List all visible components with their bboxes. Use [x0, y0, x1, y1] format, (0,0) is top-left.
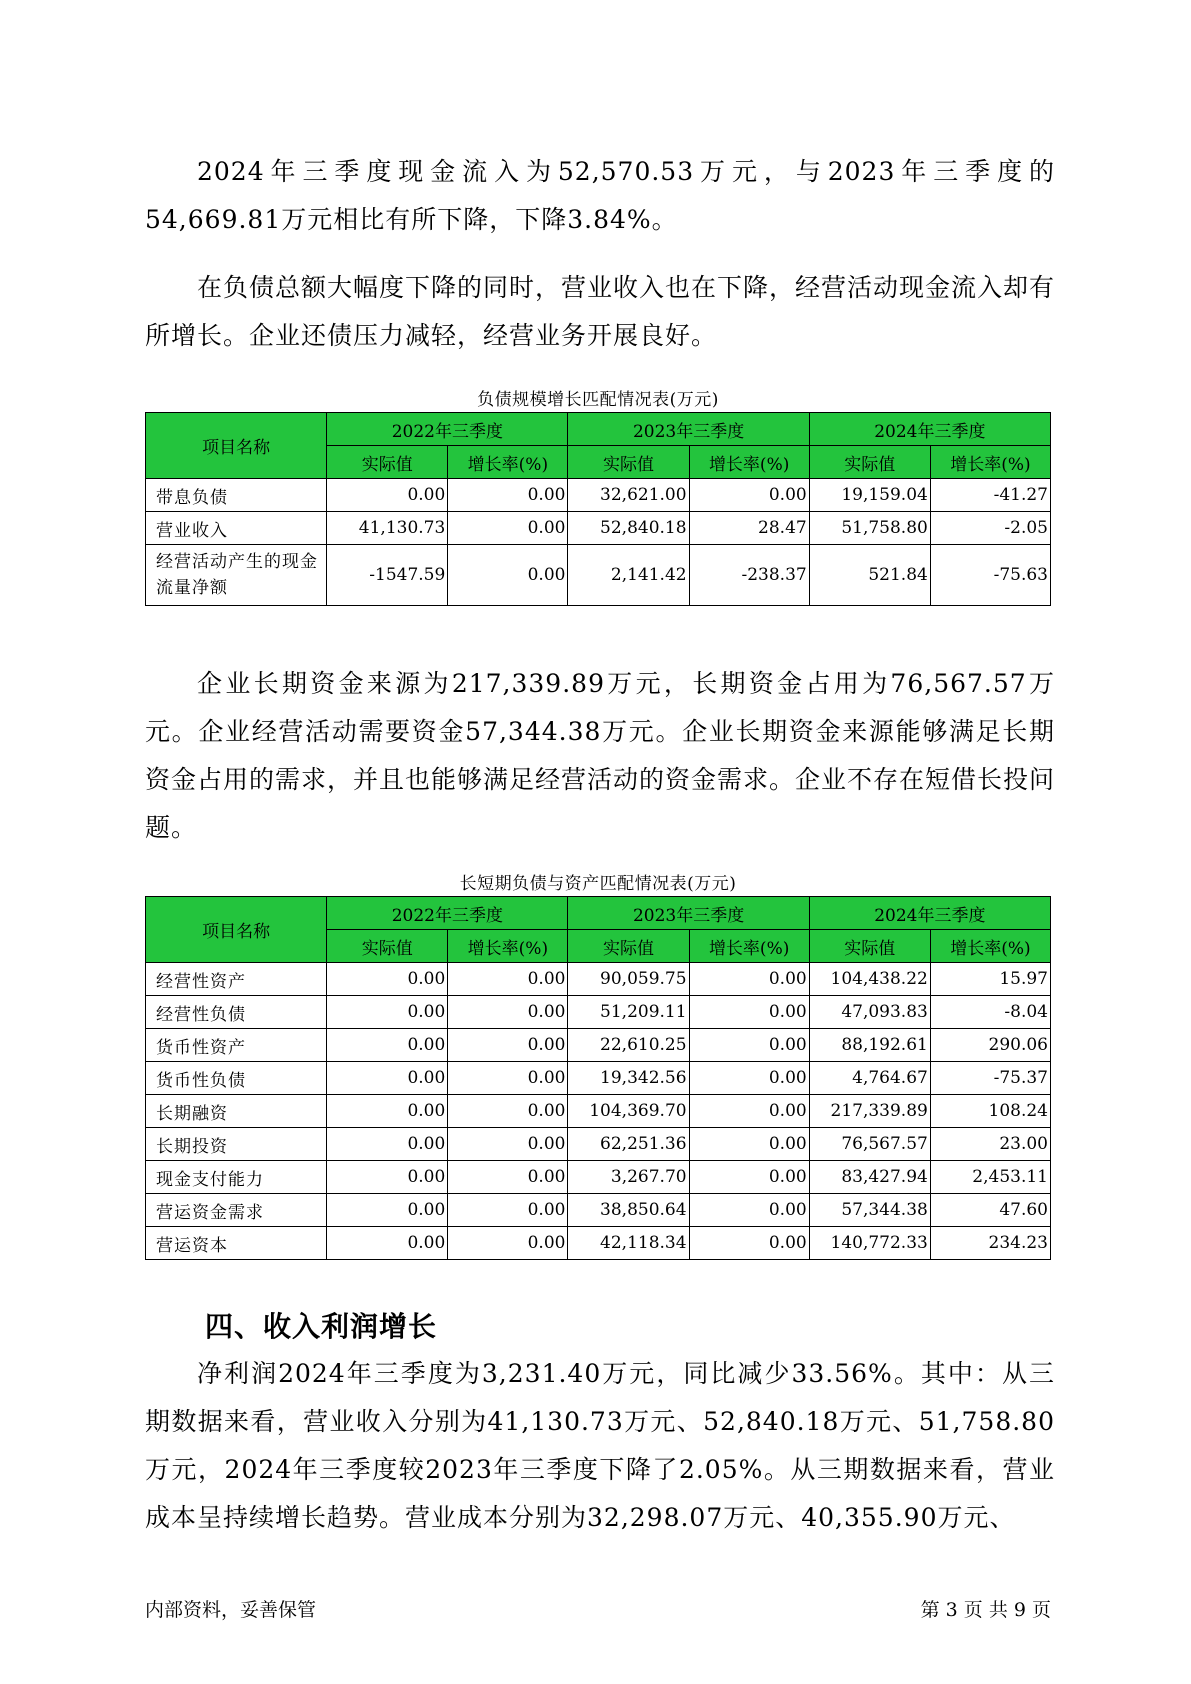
table1-body — [146, 479, 1051, 606]
table-row — [146, 1095, 1051, 1128]
asset-liability-match-table — [145, 896, 1051, 1260]
actual-value-cell: 0.00 — [327, 1095, 448, 1128]
table2-body — [146, 963, 1051, 1260]
row-label: 长期投资 — [146, 1128, 327, 1161]
actual-value-cell: 104,438.22 — [809, 963, 930, 996]
growth-rate-cell: 0.00 — [689, 1095, 809, 1128]
actual-value-cell: 2,141.42 — [568, 545, 689, 606]
header-growth: 增长率(%) — [448, 930, 568, 963]
actual-value-cell: 0.00 — [327, 479, 448, 512]
actual-value-cell: 42,118.34 — [568, 1227, 689, 1260]
growth-rate-cell: 0.00 — [689, 479, 809, 512]
header-item-name: 项目名称 — [146, 897, 327, 963]
actual-value-cell: 90,059.75 — [568, 963, 689, 996]
growth-rate-cell: 0.00 — [448, 996, 568, 1029]
table-row — [146, 963, 1051, 996]
row-label: 营运资本 — [146, 1227, 327, 1260]
row-label: 营运资金需求 — [146, 1194, 327, 1227]
paragraph-profit-growth: 净利润2024年三季度为3,231.40万元，同比减少33.56%。其中：从三期数据来看，营业收入分别为41,130.73万元、52,840.18万元、51,758.80万元，2024年三季度较2023年三季度下降了2.05%。从三期数据来看，营业成本呈持续增长趋势。营业成本分别为32,298.07万元、40,355.90万元、 — [145, 1359, 1055, 1532]
row-label: 营业收入 — [146, 512, 327, 545]
actual-value-cell: 0.00 — [327, 1227, 448, 1260]
growth-rate-cell: -238.37 — [689, 545, 809, 606]
actual-value-cell: 83,427.94 — [809, 1161, 930, 1194]
header-growth: 增长率(%) — [930, 930, 1050, 963]
actual-value-cell: 52,840.18 — [568, 512, 689, 545]
growth-rate-cell: 0.00 — [689, 1194, 809, 1227]
actual-value-cell: 62,251.36 — [568, 1128, 689, 1161]
row-label: 货币性负债 — [146, 1062, 327, 1095]
table1-caption: 负债规模增长匹配情况表(万元) — [477, 390, 719, 410]
header-growth: 增长率(%) — [448, 446, 568, 479]
actual-value-cell: -1547.59 — [327, 545, 448, 606]
row-label: 带息负债 — [146, 479, 327, 512]
growth-rate-cell: 0.00 — [689, 996, 809, 1029]
paragraph-long-term-funding: 企业长期资金来源为217,339.89万元，长期资金占用为76,567.57万元。企业经营活动需要资金57,344.38万元。企业长期资金来源能够满足长期资金占用的需求，并且也能够满足经营活动的资金需求。企业不存在短借长投问题。 — [145, 669, 1056, 842]
actual-value-cell: 140,772.33 — [809, 1227, 930, 1260]
table-row — [146, 1194, 1051, 1227]
actual-value-cell: 4,764.67 — [809, 1062, 930, 1095]
header-item-name: 项目名称 — [146, 413, 327, 479]
growth-rate-cell: 0.00 — [689, 1029, 809, 1062]
header-period-2022: 2022年三季度 — [327, 413, 568, 446]
table-row — [146, 545, 1051, 606]
growth-rate-cell: -75.63 — [930, 545, 1050, 606]
growth-rate-cell: 0.00 — [448, 963, 568, 996]
header-growth: 增长率(%) — [930, 446, 1050, 479]
actual-value-cell: 51,758.80 — [809, 512, 930, 545]
footer-page-number: 第 3 页 共 9 页 — [920, 1599, 1051, 1621]
debt-growth-table — [145, 412, 1051, 606]
table-row — [146, 1227, 1051, 1260]
table-row — [146, 1029, 1051, 1062]
row-label: 货币性资产 — [146, 1029, 327, 1062]
actual-value-cell: 0.00 — [327, 1029, 448, 1062]
table2-caption: 长短期负债与资产匹配情况表(万元) — [459, 874, 737, 894]
growth-rate-cell: 0.00 — [448, 1194, 568, 1227]
actual-value-cell: 0.00 — [327, 996, 448, 1029]
growth-rate-cell: 0.00 — [689, 1227, 809, 1260]
actual-value-cell: 51,209.11 — [568, 996, 689, 1029]
actual-value-cell: 47,093.83 — [809, 996, 930, 1029]
actual-value-cell: 0.00 — [327, 1062, 448, 1095]
growth-rate-cell: 0.00 — [448, 479, 568, 512]
growth-rate-cell: 108.24 — [930, 1095, 1050, 1128]
growth-rate-cell: 0.00 — [448, 512, 568, 545]
header-growth: 增长率(%) — [689, 930, 809, 963]
actual-value-cell: 22,610.25 — [568, 1029, 689, 1062]
actual-value-cell: 217,339.89 — [809, 1095, 930, 1128]
section-heading: 四、收入利润增长 — [205, 1310, 438, 1343]
growth-rate-cell: -41.27 — [930, 479, 1050, 512]
header-actual: 实际值 — [568, 446, 689, 479]
actual-value-cell: 104,369.70 — [568, 1095, 689, 1128]
row-label: 现金支付能力 — [146, 1161, 327, 1194]
actual-value-cell: 38,850.64 — [568, 1194, 689, 1227]
table-row — [146, 479, 1051, 512]
growth-rate-cell: 2,453.11 — [930, 1161, 1050, 1194]
row-label: 经营活动产生的现金流量净额 — [146, 545, 327, 606]
table-row — [146, 512, 1051, 545]
actual-value-cell: 0.00 — [327, 1161, 448, 1194]
actual-value-cell: 0.00 — [327, 1128, 448, 1161]
table-row — [146, 1128, 1051, 1161]
growth-rate-cell: 15.97 — [930, 963, 1050, 996]
growth-rate-cell: 234.23 — [930, 1227, 1050, 1260]
actual-value-cell: 521.84 — [809, 545, 930, 606]
header-actual: 实际值 — [568, 930, 689, 963]
growth-rate-cell: 0.00 — [689, 1062, 809, 1095]
header-actual: 实际值 — [809, 930, 930, 963]
actual-value-cell: 0.00 — [327, 1194, 448, 1227]
paragraph-debt-summary: 在负债总额大幅度下降的同时，营业收入也在下降，经营活动现金流入却有所增长。企业还债压力减轻，经营业务开展良好。 — [145, 273, 1056, 350]
row-label: 经营性负债 — [146, 996, 327, 1029]
table-row — [146, 996, 1051, 1029]
row-label: 经营性资产 — [146, 963, 327, 996]
growth-rate-cell: 47.60 — [930, 1194, 1050, 1227]
growth-rate-cell: 28.47 — [689, 512, 809, 545]
header-period-2022: 2022年三季度 — [327, 897, 568, 930]
table-row — [146, 1062, 1051, 1095]
actual-value-cell: 88,192.61 — [809, 1029, 930, 1062]
growth-rate-cell: 0.00 — [448, 1062, 568, 1095]
actual-value-cell: 0.00 — [327, 963, 448, 996]
growth-rate-cell: 23.00 — [930, 1128, 1050, 1161]
growth-rate-cell: -75.37 — [930, 1062, 1050, 1095]
growth-rate-cell: 0.00 — [448, 1227, 568, 1260]
actual-value-cell: 41,130.73 — [327, 512, 448, 545]
growth-rate-cell: -2.05 — [930, 512, 1050, 545]
actual-value-cell: 76,567.57 — [809, 1128, 930, 1161]
growth-rate-cell: 0.00 — [448, 1128, 568, 1161]
header-actual: 实际值 — [327, 930, 448, 963]
header-period-2024: 2024年三季度 — [809, 413, 1050, 446]
header-period-2024: 2024年三季度 — [809, 897, 1050, 930]
actual-value-cell: 57,344.38 — [809, 1194, 930, 1227]
paragraph-cash-inflow: 2024年三季度现金流入为52,570.53万元，与2023年三季度的54,669.81万元相比有所下降，下降3.84%。 — [145, 157, 1055, 234]
growth-rate-cell: 0.00 — [448, 545, 568, 606]
growth-rate-cell: 0.00 — [448, 1029, 568, 1062]
growth-rate-cell: 0.00 — [689, 1161, 809, 1194]
header-period-2023: 2023年三季度 — [568, 897, 809, 930]
row-label: 长期融资 — [146, 1095, 327, 1128]
growth-rate-cell: 0.00 — [448, 1095, 568, 1128]
header-growth: 增长率(%) — [689, 446, 809, 479]
header-period-2023: 2023年三季度 — [568, 413, 809, 446]
actual-value-cell: 3,267.70 — [568, 1161, 689, 1194]
actual-value-cell: 19,159.04 — [809, 479, 930, 512]
footer-confidential-note: 内部资料，妥善保管 — [145, 1599, 317, 1621]
actual-value-cell: 32,621.00 — [568, 479, 689, 512]
table-row — [146, 1161, 1051, 1194]
growth-rate-cell: 0.00 — [448, 1161, 568, 1194]
header-actual: 实际值 — [327, 446, 448, 479]
actual-value-cell: 19,342.56 — [568, 1062, 689, 1095]
header-actual: 实际值 — [809, 446, 930, 479]
growth-rate-cell: 290.06 — [930, 1029, 1050, 1062]
growth-rate-cell: 0.00 — [689, 963, 809, 996]
growth-rate-cell: -8.04 — [930, 996, 1050, 1029]
growth-rate-cell: 0.00 — [689, 1128, 809, 1161]
